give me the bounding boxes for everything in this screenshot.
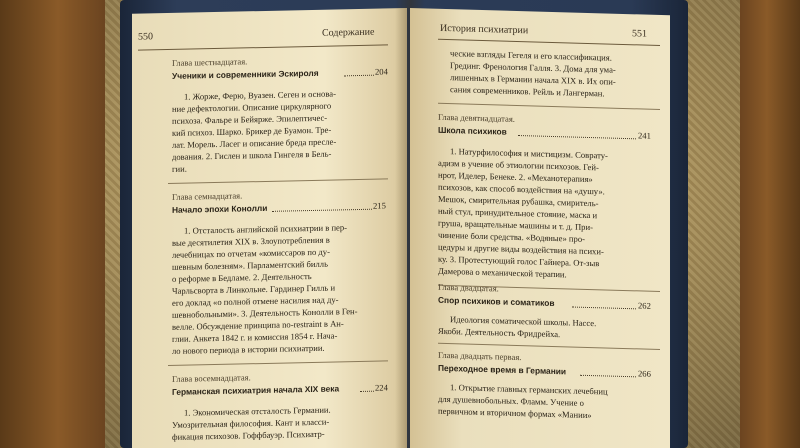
toc-line: 1. Натурфилософия и мистицизм. Соврату- [450,146,608,161]
left-page-number: 550 [138,31,153,43]
section-rule [438,103,660,110]
toc-line: лечебницах по отчетам «комиссаров по ду- [172,246,330,260]
chapter-title: Ученики и современники Эскироля [172,67,319,81]
right-page [410,8,670,448]
toc-line: чинение боли средства. «Водяные» про- [438,229,585,244]
toc-line: Грединг. Френология Галля. 3. Дома для ума- [450,60,616,75]
toc-line: ло нового периода в истории психиатрии. [172,342,325,356]
section-rule [168,178,388,184]
toc-line: 1. Жорже, Ферю, Вуазен. Сеген и основа- [184,88,336,102]
chapter-page: 215 [373,200,386,211]
toc-line: ческие взгляды Гегеля и его классификация. [450,48,612,63]
toc-line: его доклад «о полной отмене насилия над ду- [172,294,339,308]
dot-leader [580,375,636,378]
chapter-page: 241 [638,130,651,141]
chapter-heading: Глава шестнадцатая. [172,56,248,68]
dot-leader [360,391,374,392]
left-page [132,8,407,448]
toc-line: Дамерова о механической терапии. [438,265,567,280]
toc-line: нрот, Иделер, Бенеке. 2. «Механотерапия» [438,169,593,185]
left-running-head: Содержание [322,26,375,39]
toc-line: фикация психозов. Гоффбауэр. Психиатр- [172,428,325,442]
wooden-table-edge-right [740,0,800,448]
chapter-page: 266 [638,368,651,379]
chapter-title: Германская психиатрия начала XIX века [172,383,340,397]
toc-line: груша, вращательные машины и т. д. При- [438,217,593,233]
toc-line: психозов, как способ воздействия на «душу». [438,181,605,197]
toc-line: адизм в учение об этиологии психозов. Гей- [438,157,599,173]
toc-line: Якоби. Деятельность Фридрейха. [438,325,561,340]
chapter-heading: Глава девятнадцатая. [438,111,515,124]
section-rule [168,360,388,366]
toc-line: дования. 2. Гислен и школа Гингеля в Бель- [172,148,332,162]
chapter-title: Школа психиков [438,124,507,137]
toc-line: ный стул, принудительное стояние, маска и [438,205,598,221]
toc-line: для душевнобольных. Фламм. Учение о [438,393,584,408]
chapter-heading: Глава двадцатая. [438,281,499,294]
toc-line: шевным болезням». Парламентский билль [172,258,329,272]
toc-line: лат. Морель. Ласег и описание бреда преслe- [172,136,337,150]
chapter-heading: Глава двадцать первая. [438,349,522,363]
dot-leader [272,209,372,212]
chapter-page: 204 [375,66,388,77]
chapter-title: Начало эпохи Конолли [172,202,268,215]
dot-leader [518,135,636,139]
header-rule [438,39,660,46]
toc-line: Мешок, смирительная рубашка, смиритель- [438,193,599,209]
chapter-page: 262 [638,300,651,311]
toc-line: гии. [172,163,187,174]
dot-leader [572,307,636,310]
toc-line: кий психоз. Шарко. Брикер де Буамон. Тре- [172,124,332,138]
toc-line: лишенных в Германии начала XIX в. Их опи- [450,72,616,87]
chapter-title: Переходное время в Германии [438,362,567,377]
toc-line: цедуры и другие виды воздействия на психи- [438,241,604,257]
toc-line: 1. Открытие главных германских лечебниц [450,382,608,397]
right-page-number: 551 [632,28,647,40]
toc-line: сания современников. Рейль и Лангерман. [450,84,605,99]
toc-line: ку. 3. Протестующий голос Гайнерa. От-зыв [438,253,600,269]
toc-line: первичном и вторичном формах «Мании» [438,405,592,421]
toc-line: Чарльсворта в Линкольне. Гардинер Гилль и [172,282,336,296]
toc-line: о реформе в Бедламе. 2. Деятельность [172,270,312,284]
toc-line: вые десятилетия XIX в. Злоупотребления в [172,234,330,248]
toc-line: шевнобольными». 3. Деятельность Конолли в Ген- [172,306,358,320]
toc-line: 1. Экономическая отсталость Германии. [184,404,331,418]
toc-line: Идеология соматической школы. Нассе. [450,314,597,329]
chapter-heading: Глава восемнадцатая. [172,372,251,384]
dot-leader [344,75,374,77]
toc-line: глии. Анкета 1842 г. и комиссия 1854 г. Нача- [172,330,338,344]
chapter-heading: Глава семнадцатая. [172,190,243,202]
right-running-head: История психиатрии [440,22,529,37]
toc-line: психоза. Фальре и Бейярже. Эпилептичес- [172,112,328,126]
chapter-page: 224 [375,382,388,393]
toc-line: Умозрительная философия. Кант и класси- [172,416,330,430]
header-rule [138,44,388,50]
chapter-title: Спор психиков и соматиков [438,294,555,309]
toc-line: велле. Обсуждение принципа no-restraint в Ан- [172,318,344,332]
toc-line: 1. Отсталость английской психиатрии в пер- [184,222,348,236]
toc-line: ние дефектологии. Описание циркулярного [172,100,332,114]
wooden-table-edge-left [0,0,105,448]
